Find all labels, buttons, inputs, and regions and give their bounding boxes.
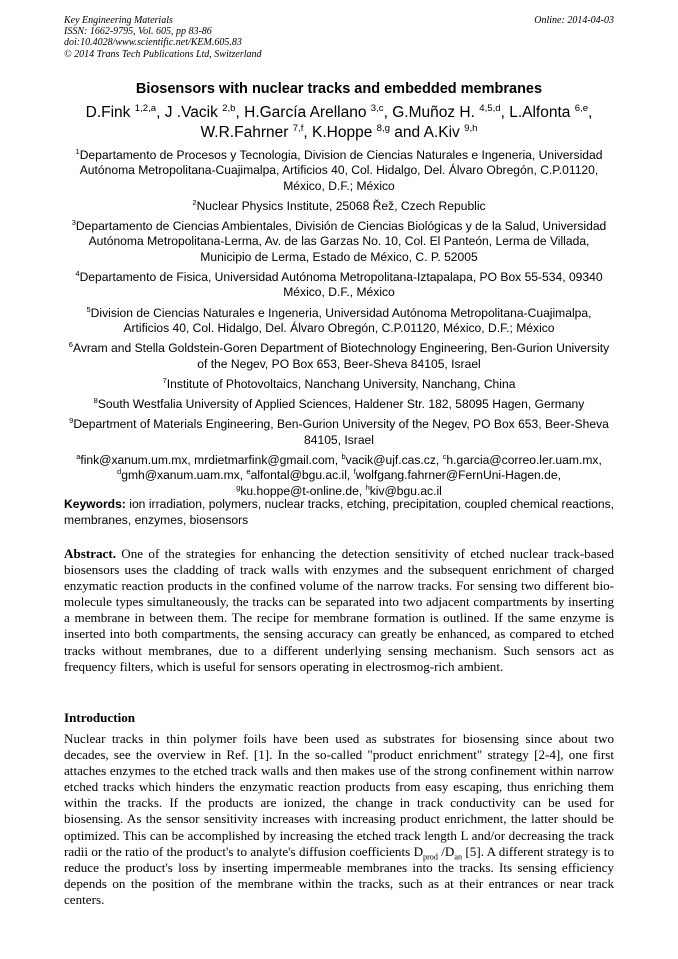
affiliation-text: South Westfalia University of Applied Sciences, Haldener Str. 182, 58095 Hagen, Germany — [97, 397, 585, 412]
email-address: h.garcia@correo.ler.uam.mx, — [446, 453, 602, 468]
affiliation-text: Division de Ciencias Naturales e Ingeneria, Universidad Autónoma Metropolitana-Cuajimalpa, Artificios 40, Col. Hidalgo, Del. Álvaro Obregón, C.P.01120, México, D.F.; México — [90, 305, 592, 335]
affiliation-text: Institute of Photovoltaics, Nanchang University, Nanchang, China — [166, 376, 516, 391]
author — [86, 104, 165, 121]
affiliation — [64, 397, 614, 412]
author-separator: , — [588, 104, 593, 121]
affiliation-number: 6 — [68, 340, 73, 350]
author-name: W.R.Fahrner — [200, 123, 289, 141]
affiliation-number: 3 — [71, 218, 76, 228]
email-marker: b — [341, 452, 346, 462]
journal-copyright: © 2014 Trans Tech Publications Ltd, Switzerland — [64, 48, 262, 60]
journal-issn: ISSN: 1662-9795, Vol. 605, pp 83-86 — [64, 26, 212, 38]
author-affiliation-marker: 6,e — [574, 102, 589, 114]
affiliation — [64, 148, 614, 194]
author-name: A.Kiv — [423, 123, 460, 141]
email-address: gmh@xanum.uam.mx, — [121, 468, 247, 483]
author — [312, 124, 424, 141]
email-marker: a — [76, 452, 81, 462]
intro-text-3: [5]. A different strategy is to reduce the product's loss by inserting impermeable membranes into the tracks. Its sensing efficiency depends on the position of the membrane within the tracks, such as at their entrances or near track centers. — [64, 843, 614, 907]
keywords-label: Keywords: — [64, 497, 126, 511]
author-name: D.Fink — [85, 104, 131, 121]
email-address: kiv@bgu.ac.il — [369, 483, 442, 498]
email-marker: g — [236, 482, 241, 492]
email-address: alfontal@bgu.ac.il, — [250, 468, 354, 483]
email-address: vacik@ujf.cas.cz, — [345, 453, 443, 468]
affiliation-text: Avram and Stella Goldstein-Goren Department of Biotechnology Engineering, Ben-Gurion University of the Negev, PO Box 653, Beer-Sheva 84105, Israel — [72, 341, 610, 371]
affiliation-number: 5 — [86, 304, 91, 314]
author — [165, 104, 244, 121]
email-marker: c — [442, 452, 447, 462]
affiliation-list — [64, 148, 614, 448]
author — [509, 104, 592, 121]
affiliation-text: Departamento de Procesos y Tecnologia, Division de Ciencias Naturales e Ingeneria, Universidad Autónoma Metropolitana-Cuajimalpa, Artificios 40, Col. Hidalgo, Del. Álvaro Obregón, C.P.01120, México, D.F.; México — [79, 148, 603, 193]
author-affiliation-marker: 1,2,a — [134, 102, 157, 114]
author-list — [50, 103, 628, 142]
affiliation-number: 8 — [93, 396, 98, 406]
author-name: J .Vacik — [164, 104, 218, 121]
author-separator: , — [303, 123, 312, 141]
introduction-heading: Introduction — [64, 710, 136, 725]
journal-name: Key Engineering Materials — [64, 15, 173, 26]
affiliation — [64, 417, 614, 448]
keywords-text: ion irradiation, polymers, nuclear tracks, etching, precipitation, coupled chemical reactions, membranes, enzymes, biosensors — [64, 497, 614, 527]
journal-header — [64, 15, 614, 60]
affiliation — [64, 199, 614, 214]
intro-sub-an: an — [454, 852, 463, 862]
author-separator: and — [389, 123, 424, 141]
author-name: G.Muñoz H. — [392, 104, 475, 121]
author-separator: , — [500, 104, 510, 121]
author-name: K.Hoppe — [312, 123, 373, 141]
author — [244, 104, 392, 121]
author-affiliation-marker: 7,f — [292, 122, 304, 134]
email-marker: h — [365, 482, 370, 492]
intro-text-2: /D — [437, 843, 455, 859]
online-date: Online: 2014-04-03 — [534, 15, 614, 26]
author-separator: , — [156, 104, 165, 121]
affiliation-text: Departamento de Fisica, Universidad Autónoma Metropolitana-Iztapalapa, PO Box 55-534, 09340 México, D.F., México — [79, 270, 603, 300]
author-separator: , — [383, 104, 393, 121]
affiliation-text: Department of Materials Engineering, Ben-Gurion University of the Negev, PO Box 653, Beer-Sheva 84105, Israel — [73, 417, 609, 447]
email-marker: f — [353, 467, 356, 477]
affiliation-number: 4 — [75, 269, 80, 279]
introduction-body — [64, 731, 614, 908]
affiliation-text: Nuclear Physics Institute, 25068 Řež, Czech Republic — [196, 198, 486, 213]
author-name: L.Alfonta — [509, 104, 571, 121]
paper-title: Biosensors with nuclear tracks and embedded membranes — [135, 81, 543, 97]
intro-sub-prod: prod — [423, 852, 438, 862]
intro-text-1: Nuclear tracks in thin polymer foils have been used as substrates for biosensing since about two decades, see the overview in Ref. [1]. In the so-called "product enrichment" strategy [2-4], one first attaches enzymes to the etched track walls and then makes use of the strong confinement within narrow etched tracks which hinders the enzymatic reaction products from easy escaping, thus enriching them within the tracks. If the products are ionized, the change in track conductivity can be used for biosensing. As the sensor sensitivity increases with increasing product enrichment, the latter should be optimized. This can be accomplished by increasing the etched track length L and/or decreasing the track radii or the ratio of the product's to analyte's diffusion coefficients D — [64, 731, 614, 859]
affiliation — [64, 270, 614, 301]
abstract — [64, 546, 614, 675]
email-address: wolfgang.fahrner@FernUni-Hagen.de, — [355, 468, 561, 483]
email-list — [64, 453, 614, 499]
affiliation-number: 2 — [192, 197, 197, 207]
affiliation-text: Departamento de Ciencias Ambientales, División de Ciencias Biológicas y de la Salud, Universidad Autónoma Metropolitana-Lerma, Av. de las Garzas No. 10, Col. El Panteón, Lerma de Villada, Municipio de Lerma, Estado de México, C. P. 52005 — [75, 219, 607, 264]
abstract-label: Abstract. — [64, 546, 116, 561]
author-separator: , — [235, 104, 245, 121]
author — [424, 124, 478, 141]
author-name: H.García Arellano — [244, 104, 367, 121]
affiliation — [64, 341, 614, 372]
affiliation-number: 7 — [162, 375, 167, 385]
affiliation-number: 9 — [69, 416, 74, 426]
keywords — [64, 497, 614, 528]
author — [201, 124, 312, 141]
affiliations — [64, 148, 614, 499]
affiliation — [64, 377, 614, 392]
author-affiliation-marker: 4,5,d — [479, 102, 501, 114]
affiliation — [64, 219, 614, 265]
email-marker: d — [117, 467, 122, 477]
affiliation — [64, 306, 614, 337]
author — [392, 104, 509, 121]
email-address: fink@xanum.um.mx, mrdietmarfink@gmail.com, — [80, 453, 342, 468]
author-affiliation-marker: 8,g — [376, 122, 390, 134]
abstract-text: One of the strategies for enhancing the detection sensitivity of etched nuclear track-based biosensors uses the cladding of track walls with enzymes and the subsequent enrichment of charged enzymatic reaction products in the confined volume of the narrow tracks. For sensing two different bio-molecule types simultaneously, the tracks can be separated into two adjacent compartments by inserting a membrane in between them. The recipe for membrane formation is outlined. If the same enzyme is inserted into both compartments, the sensing accuracy can greatly be enhanced, as compared to etched tracks without membranes, due to a different underlying sensing mechanism. Such sensors act as frequency filters, which is useful for sensors operating in electrosmog-rich ambient. — [64, 546, 614, 674]
affiliation-number: 1 — [75, 146, 80, 156]
email-marker: e — [246, 467, 251, 477]
author-affiliation-marker: 9,h — [464, 122, 478, 134]
author-affiliation-marker: 3,c — [370, 102, 384, 114]
journal-doi: doi:10.4028/www.scientific.net/KEM.605.83 — [64, 37, 242, 49]
author-affiliation-marker: 2,b — [222, 102, 236, 114]
email-address: ku.hoppe@t-online.de, — [240, 483, 366, 498]
